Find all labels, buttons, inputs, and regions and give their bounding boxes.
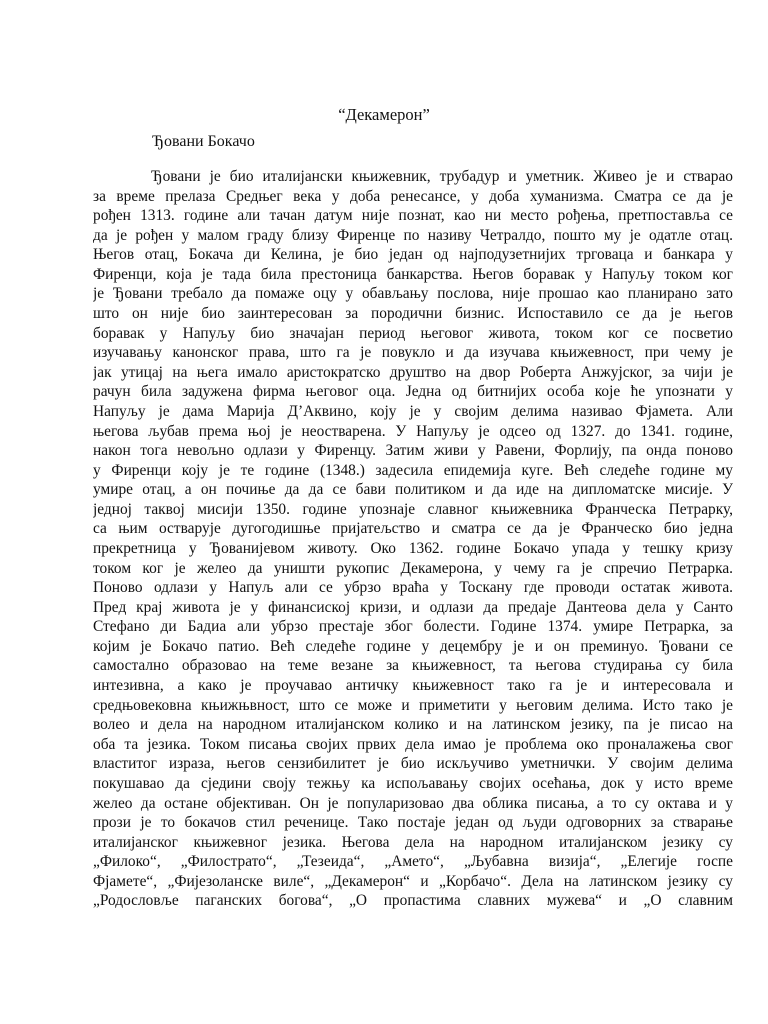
text-line: „Родословље паганских богова“, „О пропастима славних мужева“ и „О славним — [93, 892, 733, 910]
text-line: умире отац, а он почиње да да се бави политиком и да иде на дипломатске мисије. У — [93, 481, 733, 499]
text-line: волео и дела на народном италијанском колико и на латинском језику, па је писао на — [93, 716, 733, 734]
text-line: властитог израза, његов сензибилитет је био искључиво уметнички. У својим делима — [93, 755, 733, 773]
text-line: боравак у Напуљу био значајан период његовог живота, током ког се посветио — [93, 324, 733, 342]
text-line: током ког је желео да уништи рукопис Декамерона, у чему га је спречио Петрарка. — [93, 559, 733, 577]
document-author: Ђовани Бокачо — [152, 133, 255, 150]
text-line: „Филоко“, „Филострато“, „Тезеида“, „Амето“, „Љубавна визија“, „Елегије госпе — [93, 853, 733, 871]
text-line: једној таквој мисији 1350. године упознаје славног књижевника Франческа Петрарку, — [93, 500, 733, 518]
text-line: самостално образовао на теме везане за књижевност, та његова студирања су била — [93, 657, 733, 675]
text-line: средњовековна књижњвност, што се може и приметити у његовим делима. Исто тако је — [93, 696, 733, 714]
text-line: Стефано ди Бадиа али убрзо престаје због болести. Године 1374. умире Петрарка, за — [93, 618, 733, 636]
text-line: Фиренци, која је тада била престоница банкарства. Његов боравак у Напуљу током ког — [93, 265, 733, 283]
text-line: јак утицај на њега имало аристократско друштво на двор Роберта Анжујског, за чији је — [93, 363, 733, 381]
text-line: оба та језика. Током писања својих првих дела имао је проблема око проналажења свог — [93, 735, 733, 753]
text-line: за време прелаза Средњег века у доба ренесансе, у доба хуманизма. Сматра се да је — [93, 187, 733, 205]
text-line: Његов отац, Бокача ди Келина, је био један од најподузетнијих трговаца и банкара у — [93, 246, 733, 264]
text-line: покушавао да сједини своју тежњу ка испољавању својих осећања, док у исто време — [93, 774, 733, 792]
text-line: Фјамете“, „Фијезоланске виле“, „Декамерон“ и „Корбачо“. Дела на латинском језику су — [93, 872, 733, 890]
text-line: рачун била задужена фирма његовог оца. Једна од битнијих особа које ће упознати у — [93, 383, 733, 401]
text-line: рођен 1313. године али тачан датум није познат, као ни место рођења, претпоставља се — [93, 207, 733, 225]
body-paragraph — [93, 167, 733, 911]
text-line: Ђовани је био италијански књижевник, трубадур и уметник. Живео је и стварао — [151, 168, 733, 185]
text-line: што он није био заинтересован за породични бизнис. Испоставило се да је његов — [93, 305, 733, 323]
text-line: желео да остане објективан. Он је популаризовао два облика писања, а то су октава и у — [93, 794, 733, 812]
text-line: његова љубав према њој је неостварена. У Напуљу је одсео од 1327. до 1341. године, — [93, 422, 733, 440]
text-line: италијанског књижевног језика. Његова дела на народном италијанском језику су — [93, 833, 733, 851]
text-line: прекретница у Ђованијевом животу. Око 1362. године Бокачо упада у тешку кризу — [93, 539, 733, 557]
document-title: “Декамерон” — [338, 105, 430, 124]
text-line: Напуљу је дама Марија Д’Аквино, коју је у својим делима називао Фјамета. Али — [93, 402, 733, 420]
text-line: након тога невољно одлази у Фиренцу. Затим живи у Равени, Форлију, па онда поново — [93, 442, 733, 460]
text-line: је Ђовани требало да помаже оцу у обављању послова, није прошао као планирано зато — [93, 285, 733, 303]
text-line: којим је Бокачо патио. Већ следеће године у децембру је и он преминуо. Ђовани се — [93, 637, 733, 655]
text-line: прози је то бокачов стил реченице. Тако постаје један од људи одговорних за стварање — [93, 814, 733, 832]
text-line: Пред крај живота је у финансиској кризи, и одлази да предаје Дантеова дела у Санто — [93, 598, 733, 616]
text-line: интезивна, а како је проучавао античку књижевност тако га је и интересовала и — [93, 677, 733, 695]
text-line: у Фиренци коју је те године (1348.) задесила епидемија куге. Већ следеће године му — [93, 461, 733, 479]
text-line: Поново одлази у Напуљ али се убрзо враћа у Тоскану где проводи остатак живота. — [93, 579, 733, 597]
text-line: са њим остварује дугогодишње пријатељство и сматра се да је Франческо био једна — [93, 520, 733, 538]
text-line: изучавању канонског права, што га је повукло и да изучава књижевност, при чему је — [93, 344, 733, 362]
text-line: да је рођен у малом граду близу Фиренце по називу Четралдо, пошто му је одатле отац. — [93, 226, 733, 244]
